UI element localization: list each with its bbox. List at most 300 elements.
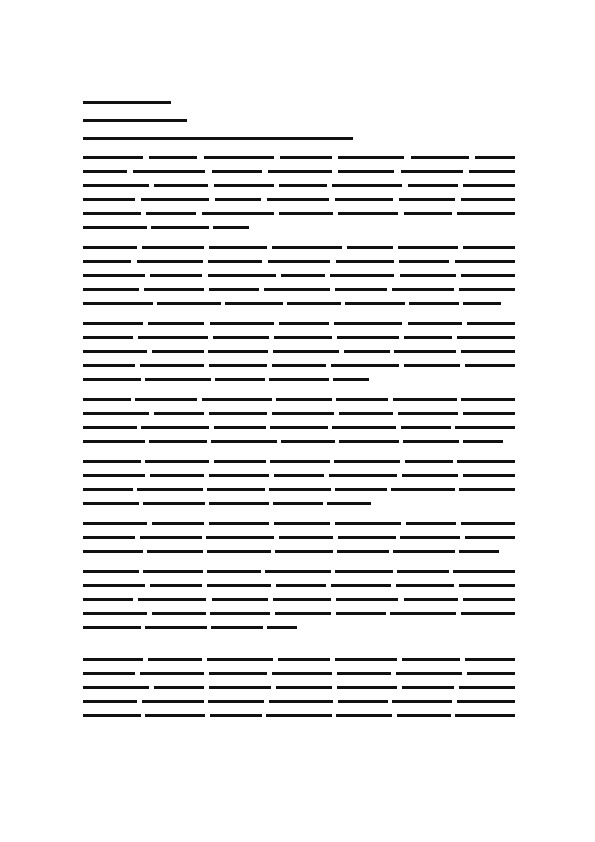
redacted-word (345, 302, 405, 305)
redacted-word (211, 626, 263, 629)
text-line (83, 708, 515, 722)
section-gap (83, 640, 515, 652)
redacted-word (208, 260, 262, 263)
redacted-word (143, 570, 203, 573)
redacted-word (465, 658, 515, 661)
redacted-word (140, 536, 202, 539)
redacted-word (83, 378, 141, 381)
redacted-word (396, 584, 454, 587)
paragraph (83, 392, 515, 448)
text-line (83, 680, 515, 694)
redacted-word (334, 322, 402, 325)
text-line (83, 578, 515, 592)
redacted-word (338, 700, 388, 703)
redacted-word (210, 612, 270, 615)
text-line (83, 564, 515, 578)
redacted-word (83, 288, 139, 291)
redacted-word (335, 522, 401, 525)
redacted-word (402, 474, 458, 477)
redacted-word (338, 170, 394, 173)
text-line (83, 606, 515, 620)
redacted-word (475, 156, 515, 159)
paragraph (83, 516, 515, 558)
redacted-word (83, 598, 133, 601)
redacted-word (83, 550, 143, 553)
redacted-word (209, 502, 269, 505)
redacted-word (335, 198, 393, 201)
redacted-word (278, 658, 330, 661)
redacted-word (83, 184, 149, 187)
redacted-word (83, 426, 137, 429)
paragraph (83, 454, 515, 510)
redacted-word (463, 302, 501, 305)
redacted-word (151, 226, 209, 229)
redacted-word (399, 198, 455, 201)
redacted-word (268, 170, 332, 173)
text-line (83, 296, 515, 310)
redacted-word (207, 488, 265, 491)
redacted-word (150, 274, 202, 277)
redacted-word (83, 198, 135, 201)
redacted-word (338, 156, 404, 159)
redacted-word (148, 658, 202, 661)
redacted-word (210, 322, 274, 325)
redacted-word (83, 522, 147, 525)
redacted-word (404, 598, 458, 601)
redacted-word (209, 672, 267, 675)
redacted-word (135, 398, 197, 401)
redacted-word (463, 474, 515, 477)
text-line (83, 392, 515, 406)
redacted-word (83, 488, 133, 491)
text-line (83, 468, 515, 482)
redacted-word (157, 302, 221, 305)
redacted-word (392, 700, 452, 703)
redacted-word (337, 550, 389, 553)
redacted-word (83, 658, 143, 661)
redacted-word (152, 522, 204, 525)
redacted-word (463, 440, 503, 443)
redacted-word (463, 246, 515, 249)
redacted-word (83, 226, 147, 229)
redacted-word (337, 686, 397, 689)
redacted-word (83, 502, 139, 505)
redacted-word (267, 198, 329, 201)
redacted-word (209, 364, 267, 367)
redacted-word (83, 570, 139, 573)
redacted-word (336, 398, 388, 401)
redacted-word (83, 626, 141, 629)
redacted-word (146, 212, 196, 215)
redacted-word (148, 322, 204, 325)
redacted-word (398, 412, 458, 415)
text-line (83, 620, 515, 634)
text-line (83, 358, 515, 372)
redacted-word (83, 212, 141, 215)
redacted-word (275, 612, 331, 615)
redacted-word (265, 570, 331, 573)
redacted-word (344, 350, 390, 353)
redacted-word (142, 700, 204, 703)
redacted-word (392, 288, 454, 291)
text-line (83, 592, 515, 606)
redacted-word (274, 522, 330, 525)
redacted-word (337, 672, 391, 675)
text-line (83, 150, 515, 164)
redacted-word (391, 488, 455, 491)
redacted-word (459, 488, 515, 491)
redacted-word (83, 672, 135, 675)
document-body (83, 96, 515, 728)
redacted-word (209, 686, 271, 689)
redacted-word (152, 350, 204, 353)
text-line (83, 420, 515, 434)
redacted-word (405, 460, 453, 463)
document-subtitle-line (83, 114, 515, 126)
redacted-word (409, 302, 459, 305)
redacted-word (141, 198, 209, 201)
redacted-word (83, 584, 145, 587)
redacted-subtitle-text (83, 119, 187, 122)
paragraph (83, 564, 515, 634)
redacted-word (467, 672, 515, 675)
document-caption-line (83, 132, 515, 144)
redacted-word (390, 612, 456, 615)
redacted-word (83, 260, 131, 263)
text-line (83, 240, 515, 254)
redacted-word (273, 502, 323, 505)
redacted-word (214, 460, 266, 463)
redacted-word (457, 212, 515, 215)
redacted-word (273, 598, 331, 601)
paragraph (83, 150, 515, 234)
redacted-word (335, 658, 397, 661)
redacted-word (404, 336, 452, 339)
text-line (83, 316, 515, 330)
redacted-word (152, 612, 206, 615)
redacted-word (463, 412, 515, 415)
redacted-word (333, 378, 369, 381)
text-line (83, 268, 515, 282)
redacted-word (133, 170, 205, 173)
redacted-word (208, 274, 276, 277)
paragraph (83, 652, 515, 722)
text-line (83, 666, 515, 680)
text-line (83, 344, 515, 358)
text-line (83, 496, 515, 510)
redacted-word (272, 412, 334, 415)
redacted-word (145, 714, 205, 717)
text-line (83, 544, 515, 558)
redacted-word (207, 584, 271, 587)
redacted-word (329, 474, 397, 477)
redacted-word (144, 288, 204, 291)
redacted-word (149, 440, 207, 443)
redacted-word (401, 170, 463, 173)
redacted-word (83, 686, 149, 689)
text-line (83, 530, 515, 544)
redacted-word (215, 198, 261, 201)
redacted-word (83, 336, 133, 339)
redacted-word (206, 536, 274, 539)
text-line (83, 652, 515, 666)
redacted-word (461, 398, 515, 401)
redacted-word (202, 398, 272, 401)
text-line (83, 164, 515, 178)
redacted-word (83, 364, 135, 367)
redacted-word (467, 322, 515, 325)
redacted-word (211, 440, 277, 443)
redacted-word (137, 260, 203, 263)
redacted-word (214, 426, 266, 429)
redacted-word (274, 336, 332, 339)
redacted-word (404, 364, 460, 367)
redacted-word (279, 184, 327, 187)
redacted-word (394, 350, 456, 353)
redacted-word (212, 598, 268, 601)
redacted-word (270, 460, 330, 463)
redacted-word (83, 322, 143, 325)
redacted-word (154, 184, 208, 187)
redacted-word (83, 700, 137, 703)
redacted-word (281, 274, 325, 277)
redacted-word (461, 350, 515, 353)
redacted-word (334, 460, 400, 463)
redacted-word (459, 584, 515, 587)
redacted-word (204, 156, 274, 159)
redacted-word (207, 658, 273, 661)
redacted-word (154, 412, 204, 415)
redacted-word (465, 364, 515, 367)
redacted-word (83, 398, 131, 401)
text-line (83, 454, 515, 468)
redacted-word (150, 584, 202, 587)
redacted-word (145, 378, 211, 381)
redacted-word (83, 246, 137, 249)
redacted-word (269, 700, 333, 703)
redacted-word (83, 412, 149, 415)
redacted-word (279, 322, 329, 325)
redacted-word (469, 170, 515, 173)
redacted-word (338, 212, 398, 215)
text-line (83, 694, 515, 708)
text-line (83, 516, 515, 530)
text-line (83, 482, 515, 496)
text-line (83, 178, 515, 192)
redacted-word (83, 474, 145, 477)
redacted-word (396, 672, 462, 675)
redacted-word (455, 714, 515, 717)
redacted-word (138, 336, 208, 339)
redacted-word (275, 550, 333, 553)
redacted-word (212, 170, 262, 173)
redacted-word (202, 212, 274, 215)
text-line (83, 220, 515, 234)
redacted-word (264, 288, 330, 291)
redacted-word (154, 686, 204, 689)
text-line (83, 206, 515, 220)
redacted-word (269, 378, 329, 381)
redacted-word (215, 378, 265, 381)
redacted-word (336, 612, 386, 615)
redacted-word (393, 398, 457, 401)
redacted-word (411, 156, 469, 159)
redacted-word (347, 246, 393, 249)
redacted-word (336, 260, 394, 263)
redacted-word (457, 700, 515, 703)
redacted-word (459, 288, 515, 291)
redacted-word (457, 460, 515, 463)
redacted-word (208, 700, 264, 703)
redacted-word (138, 598, 206, 601)
redacted-word (83, 156, 143, 159)
redacted-word (400, 274, 456, 277)
redacted-word (331, 364, 399, 367)
redacted-word (137, 488, 203, 491)
redacted-word (453, 570, 515, 573)
redacted-word (402, 686, 454, 689)
redacted-word (209, 522, 269, 525)
redacted-word (455, 426, 515, 429)
redacted-word (403, 440, 459, 443)
redacted-word (404, 212, 452, 215)
redacted-word (332, 184, 402, 187)
redacted-word (335, 288, 387, 291)
redacted-word (145, 460, 209, 463)
redacted-word (461, 198, 515, 201)
redacted-word (140, 364, 204, 367)
text-line (83, 330, 515, 344)
redacted-word (270, 426, 328, 429)
redacted-word (276, 398, 332, 401)
redacted-word (335, 488, 387, 491)
redacted-word (459, 686, 515, 689)
paragraph (83, 316, 515, 386)
redacted-word (214, 184, 274, 187)
redacted-word (337, 336, 399, 339)
redacted-word (332, 426, 396, 429)
redacted-word (83, 302, 153, 305)
redacted-word (272, 364, 326, 367)
redacted-word (331, 584, 391, 587)
redacted-word (399, 260, 449, 263)
paragraph (83, 240, 515, 310)
redacted-word (83, 440, 145, 443)
redacted-word (406, 522, 456, 525)
redacted-word (147, 550, 203, 553)
redacted-word (461, 612, 515, 615)
redacted-word (142, 246, 204, 249)
redacted-word (457, 336, 515, 339)
redacted-word (335, 570, 393, 573)
redacted-word (339, 412, 393, 415)
redacted-word (209, 288, 259, 291)
redacted-word (83, 460, 141, 463)
text-line (83, 192, 515, 206)
redacted-word (272, 672, 332, 675)
redacted-title-text (83, 101, 171, 104)
redacted-word (400, 536, 460, 539)
redacted-word (150, 474, 204, 477)
redacted-word (280, 156, 332, 159)
redacted-word (401, 426, 451, 429)
text-line (83, 406, 515, 420)
redacted-word (272, 246, 342, 249)
text-line (83, 372, 515, 386)
redacted-word (83, 350, 147, 353)
redacted-word (225, 302, 283, 305)
redacted-word (279, 536, 333, 539)
redacted-word (141, 426, 209, 429)
redacted-word (208, 350, 268, 353)
redacted-word (339, 440, 399, 443)
redacted-word (268, 260, 330, 263)
redacted-word (209, 474, 269, 477)
redacted-word (397, 570, 449, 573)
text-line (83, 282, 515, 296)
text-line (83, 434, 515, 448)
redacted-word (269, 488, 331, 491)
redacted-word (145, 626, 207, 629)
redacted-word (287, 302, 341, 305)
redacted-word (408, 184, 458, 187)
redacted-word (140, 672, 204, 675)
redacted-word (207, 550, 271, 553)
redacted-word (207, 570, 261, 573)
document-title-line (83, 96, 515, 108)
redacted-word (408, 322, 462, 325)
redacted-word (267, 626, 297, 629)
redacted-word (463, 184, 515, 187)
redacted-word (213, 336, 269, 339)
redacted-word (149, 156, 197, 159)
redacted-word (276, 584, 326, 587)
redacted-word (83, 714, 141, 717)
redacted-word (273, 350, 339, 353)
redacted-word (209, 412, 267, 415)
redacted-word (461, 274, 515, 277)
redacted-word (455, 260, 515, 263)
redacted-word (327, 502, 371, 505)
redacted-word (83, 170, 127, 173)
text-line (83, 254, 515, 268)
redacted-word (266, 714, 332, 717)
redacted-word (336, 714, 392, 717)
redacted-word (276, 686, 332, 689)
redacted-word (209, 246, 267, 249)
redacted-word (461, 522, 515, 525)
redacted-word (83, 274, 145, 277)
redacted-word (397, 714, 451, 717)
redacted-word (274, 474, 324, 477)
redacted-word (213, 226, 249, 229)
redacted-word (83, 536, 135, 539)
redacted-word (393, 550, 455, 553)
redacted-word (210, 714, 262, 717)
redacted-word (402, 658, 460, 661)
redacted-word (336, 598, 398, 601)
redacted-word (143, 502, 205, 505)
redacted-word (83, 612, 147, 615)
redacted-word (330, 274, 394, 277)
redacted-caption-text (83, 137, 353, 140)
redacted-word (279, 212, 333, 215)
redacted-word (465, 536, 515, 539)
redacted-word (463, 598, 515, 601)
redacted-word (281, 440, 335, 443)
redacted-word (398, 246, 458, 249)
redacted-word (459, 550, 499, 553)
